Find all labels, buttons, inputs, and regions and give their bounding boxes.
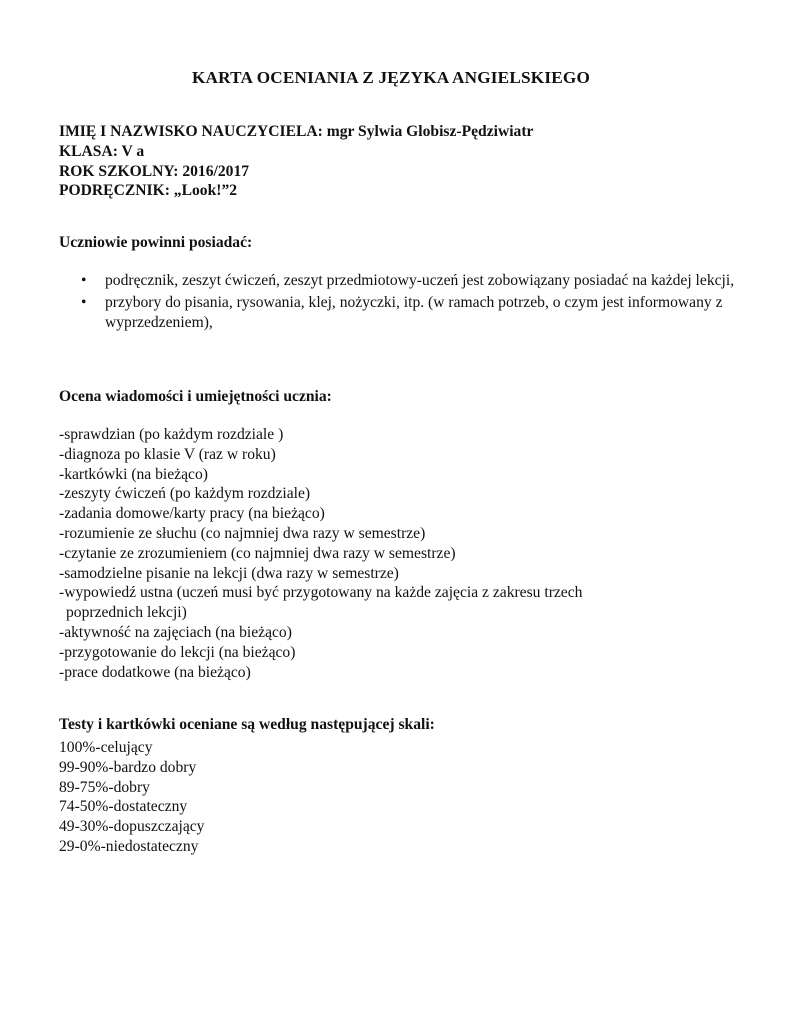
list-item: 99-90%-bardzo dobry bbox=[59, 758, 197, 776]
list-item: 100%-celujący bbox=[59, 739, 153, 756]
teacher-name-line: IMIĘ I NAZWISKO NAUCZYCIELA: mgr Sylwia Globisz-Pędziwiatr bbox=[59, 123, 534, 140]
bullet-icon: • bbox=[81, 272, 87, 289]
list-item bbox=[59, 271, 759, 291]
list-item: -aktywność na zajęciach (na bieżąco) bbox=[59, 623, 292, 641]
list-item: -diagnoza po klasie V (raz w roku) bbox=[59, 445, 276, 463]
list-item bbox=[59, 293, 759, 333]
list-item: -prace dodatkowe (na bieżąco) bbox=[59, 663, 251, 681]
requirements-heading: Uczniowie powinni posiadać: bbox=[59, 234, 253, 251]
list-item: -rozumienie ze słuchu (co najmniej dwa razy w semestrze) bbox=[59, 524, 426, 542]
requirements-list bbox=[59, 271, 759, 334]
list-item: -zeszyty ćwiczeń (po każdym rozdziale) bbox=[59, 485, 311, 503]
assessment-list bbox=[59, 425, 582, 682]
school-year-line: ROK SZKOLNY: 2016/2017 bbox=[59, 162, 250, 180]
list-item-text: przybory do pisania, rysowania, klej, nożyczki, itp. (w ramach potrzeb, o czym jest informowany z wyprzedzeniem), bbox=[105, 293, 723, 331]
assessment-heading: Ocena wiadomości i umiejętności ucznia: bbox=[59, 388, 332, 405]
list-item: -czytanie ze zrozumieniem (co najmniej dwa razy w semestrze) bbox=[59, 544, 456, 562]
list-item: 49-30%-dopuszczający bbox=[59, 818, 205, 836]
list-item: -kartkówki (na bieżąco) bbox=[59, 465, 208, 483]
list-item: 29-0%-niedostateczny bbox=[59, 837, 199, 855]
header-block bbox=[59, 122, 533, 201]
grading-scale-heading: Testy i kartkówki oceniane są według następującej skali: bbox=[59, 716, 435, 733]
list-item: 74-50%-dostateczny bbox=[59, 798, 188, 816]
class-line: KLASA: V a bbox=[59, 142, 145, 160]
list-item: -samodzielne pisanie na lekcji (dwa razy w semestrze) bbox=[59, 564, 399, 582]
textbook-line: PODRĘCZNIK: „Look!”2 bbox=[59, 182, 238, 200]
list-item: 89-75%-dobry bbox=[59, 778, 150, 796]
grading-scale-list bbox=[59, 738, 204, 857]
list-item: -przygotowanie do lekcji (na bieżąco) bbox=[59, 643, 296, 661]
document-title: KARTA OCENIANIA Z JĘZYKA ANGIELSKIEGO bbox=[191, 68, 591, 87]
list-item-text: podręcznik, zeszyt ćwiczeń, zeszyt przedmiotowy-uczeń jest zobowiązany posiadać na każdej lekcji, bbox=[105, 272, 735, 289]
bullet-icon: • bbox=[81, 293, 87, 311]
list-item: -wypowiedź ustna (uczeń musi być przygotowany na każde zajęcia z zakresu trzech bbox=[59, 584, 583, 602]
list-item-continuation: poprzednich lekcji) bbox=[66, 604, 187, 622]
list-item: -sprawdzian (po każdym rozdziale ) bbox=[59, 426, 284, 443]
list-item: -zadania domowe/karty pracy (na bieżąco) bbox=[59, 505, 325, 523]
